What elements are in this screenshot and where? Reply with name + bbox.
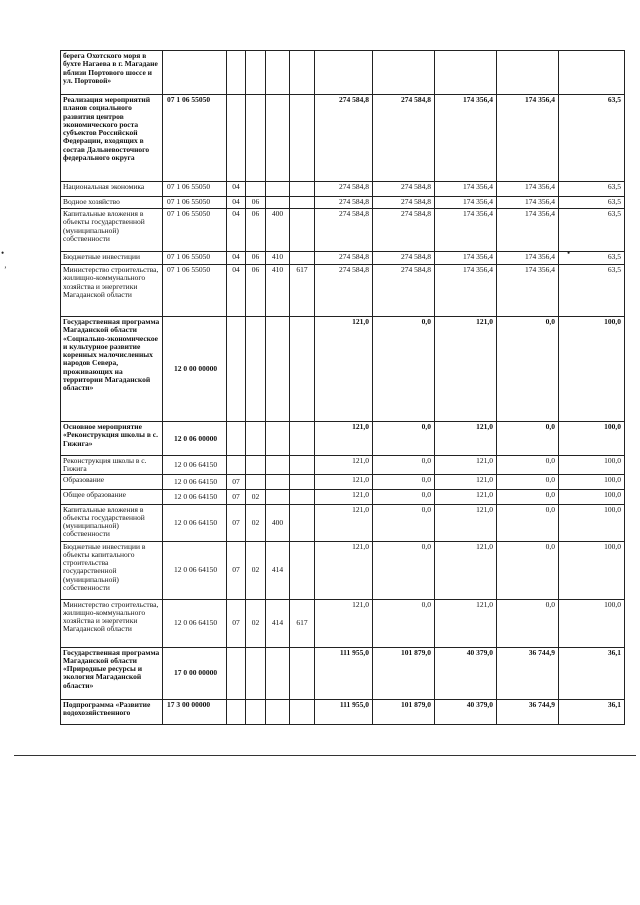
- expense-type-cell: [266, 647, 290, 699]
- amount-cell-4: 174 356,4: [497, 252, 559, 265]
- amount-cell-4: 0,0: [497, 456, 559, 475]
- amount-cell-2: 0,0: [373, 317, 435, 422]
- subsection-cell: [246, 474, 266, 489]
- amount-cell-3: 40 379,0: [435, 699, 497, 724]
- subsection-cell: [246, 317, 266, 422]
- subsection-cell: 02: [246, 504, 266, 541]
- amount-cell-3: 174 356,4: [435, 209, 497, 252]
- subsection-cell: 02: [246, 489, 266, 504]
- amount-cell-2: 101 879,0: [373, 699, 435, 724]
- subsection-cell: [246, 456, 266, 475]
- amount-cell-1: 121,0: [315, 541, 373, 599]
- name-cell: Бюджетные инвестиции в объекты капитального строительства государственной (муниципальной) собственности: [61, 541, 163, 599]
- amount-cell-4: 0,0: [497, 599, 559, 647]
- amount-cell-1: 111 955,0: [315, 647, 373, 699]
- name-cell: Реконструкция школы в с. Гижига: [61, 456, 163, 475]
- budget-table-page: [60, 50, 624, 725]
- table-row: [61, 489, 625, 504]
- percent-cell: [559, 51, 625, 95]
- cell-bullet-mark: •: [567, 248, 571, 258]
- name-cell: Водное хозяйство: [61, 197, 163, 209]
- table-row: [61, 197, 625, 209]
- amount-cell-3: 121,0: [435, 422, 497, 456]
- amount-cell-1: 121,0: [315, 317, 373, 422]
- amount-cell-3: 121,0: [435, 317, 497, 422]
- percent-cell: 63,5: [559, 209, 625, 252]
- section-cell: [227, 422, 246, 456]
- amount-cell-2: 274 584,8: [373, 252, 435, 265]
- budget-table: [60, 50, 625, 725]
- percent-cell: 63,5: [559, 252, 625, 265]
- admin-code-cell: [290, 95, 315, 182]
- code-cell: 12 0 06 64150: [163, 599, 227, 647]
- expense-type-cell: [266, 317, 290, 422]
- name-cell: Бюджетные инвестиции: [61, 252, 163, 265]
- admin-code-cell: [290, 699, 315, 724]
- code-cell: [163, 51, 227, 95]
- amount-cell-4: 36 744,9: [497, 647, 559, 699]
- amount-cell-2: 274 584,8: [373, 95, 435, 182]
- admin-code-cell: [290, 252, 315, 265]
- amount-cell-3: 40 379,0: [435, 647, 497, 699]
- section-cell: 04: [227, 197, 246, 209]
- expense-type-cell: 414: [266, 541, 290, 599]
- code-cell: 07 1 06 55050: [163, 209, 227, 252]
- code-cell: 07 1 06 55050: [163, 265, 227, 317]
- section-cell: [227, 456, 246, 475]
- section-cell: [227, 699, 246, 724]
- subsection-cell: 06: [246, 252, 266, 265]
- name-cell: Образование: [61, 474, 163, 489]
- section-cell: 07: [227, 504, 246, 541]
- percent-cell: 100,0: [559, 599, 625, 647]
- amount-cell-3: 121,0: [435, 504, 497, 541]
- margin-bullet-mark: •: [1, 248, 5, 258]
- percent-cell: 100,0: [559, 541, 625, 599]
- expense-type-cell: 414: [266, 599, 290, 647]
- amount-cell-3: 121,0: [435, 456, 497, 475]
- code-cell: 07 1 06 55050: [163, 197, 227, 209]
- table-row: [61, 422, 625, 456]
- amount-cell-1: 111 955,0: [315, 699, 373, 724]
- section-cell: 04: [227, 209, 246, 252]
- percent-cell: 63,5: [559, 95, 625, 182]
- amount-cell-4: 0,0: [497, 317, 559, 422]
- subsection-cell: 06: [246, 265, 266, 317]
- amount-cell-1: 121,0: [315, 599, 373, 647]
- amount-cell-3: 174 356,4: [435, 182, 497, 197]
- amount-cell-3: 174 356,4: [435, 252, 497, 265]
- admin-code-cell: [290, 504, 315, 541]
- amount-cell-2: 0,0: [373, 474, 435, 489]
- code-cell: 12 0 00 00000: [163, 317, 227, 422]
- subsection-cell: 02: [246, 599, 266, 647]
- subsection-cell: [246, 699, 266, 724]
- amount-cell-4: 174 356,4: [497, 197, 559, 209]
- name-cell: Общее образование: [61, 489, 163, 504]
- code-cell: 12 0 06 64150: [163, 474, 227, 489]
- amount-cell-2: 0,0: [373, 504, 435, 541]
- code-cell: 17 0 00 00000: [163, 647, 227, 699]
- expense-type-cell: [266, 182, 290, 197]
- percent-cell: 63,5: [559, 182, 625, 197]
- subsection-cell: 02: [246, 541, 266, 599]
- amount-cell-2: 0,0: [373, 599, 435, 647]
- amount-cell-4: [497, 51, 559, 95]
- table-row: [61, 182, 625, 197]
- percent-cell: 100,0: [559, 456, 625, 475]
- expense-type-cell: [266, 699, 290, 724]
- name-cell: Национальная экономика: [61, 182, 163, 197]
- code-cell: 12 0 06 64150: [163, 456, 227, 475]
- percent-cell: 36,1: [559, 647, 625, 699]
- amount-cell-3: 174 356,4: [435, 95, 497, 182]
- amount-cell-1: 274 584,8: [315, 95, 373, 182]
- expense-type-cell: 400: [266, 209, 290, 252]
- code-cell: 12 0 06 00000: [163, 422, 227, 456]
- amount-cell-1: 121,0: [315, 489, 373, 504]
- amount-cell-3: 121,0: [435, 599, 497, 647]
- amount-cell-1: 274 584,8: [315, 265, 373, 317]
- section-cell: 07: [227, 541, 246, 599]
- amount-cell-1: 274 584,8: [315, 252, 373, 265]
- expense-type-cell: [266, 422, 290, 456]
- subsection-cell: [246, 647, 266, 699]
- table-row: [61, 209, 625, 252]
- section-cell: [227, 51, 246, 95]
- code-cell: 07 1 06 55050: [163, 95, 227, 182]
- name-cell: Капитальные вложения в объекты государственной (муниципальной) собственности: [61, 504, 163, 541]
- amount-cell-2: 0,0: [373, 422, 435, 456]
- subsection-cell: 06: [246, 209, 266, 252]
- code-cell: 12 0 06 64150: [163, 489, 227, 504]
- name-cell: Государственная программа Магаданской области «Социально-экономическое и культурное развитие коренных малочисленных народов Севера, проживающих на территории Магаданской области»: [61, 317, 163, 422]
- amount-cell-2: 274 584,8: [373, 197, 435, 209]
- amount-cell-1: 274 584,8: [315, 209, 373, 252]
- table-row: [61, 699, 625, 724]
- table-row: [61, 599, 625, 647]
- code-cell: 17 3 00 00000: [163, 699, 227, 724]
- percent-cell: 63,5: [559, 265, 625, 317]
- amount-cell-4: 0,0: [497, 504, 559, 541]
- name-cell: Реализация мероприятий планов социального развития центров экономического роста субъектов Российской Федерации, входящих в состав Дальневосточного федерального округа: [61, 95, 163, 182]
- percent-cell: 100,0: [559, 317, 625, 422]
- table-row: [61, 647, 625, 699]
- table-row: [61, 504, 625, 541]
- amount-cell-3: 121,0: [435, 489, 497, 504]
- amount-cell-4: 174 356,4: [497, 182, 559, 197]
- amount-cell-2: 274 584,8: [373, 265, 435, 317]
- name-cell: Министерство строительства, жилищно-коммунального хозяйства и энергетики Магаданской области: [61, 265, 163, 317]
- page-bottom-rule: [14, 755, 636, 756]
- amount-cell-3: 121,0: [435, 541, 497, 599]
- name-cell: Государственная программа Магаданской области «Природные ресурсы и экология Магаданской области»: [61, 647, 163, 699]
- admin-code-cell: [290, 647, 315, 699]
- amount-cell-2: 274 584,8: [373, 182, 435, 197]
- name-cell: берега Охотского моря в бухте Нагаева в г. Магадане вблизи Портового шоссе и ул. Портовой»: [61, 51, 163, 95]
- amount-cell-2: 0,0: [373, 541, 435, 599]
- expense-type-cell: [266, 95, 290, 182]
- table-row: [61, 541, 625, 599]
- admin-code-cell: 617: [290, 265, 315, 317]
- section-cell: 07: [227, 489, 246, 504]
- code-cell: 12 0 06 64150: [163, 504, 227, 541]
- percent-cell: 100,0: [559, 489, 625, 504]
- amount-cell-2: 0,0: [373, 456, 435, 475]
- amount-cell-4: 174 356,4: [497, 95, 559, 182]
- code-cell: 07 1 06 55050: [163, 182, 227, 197]
- table-row: [61, 95, 625, 182]
- amount-cell-4: 0,0: [497, 541, 559, 599]
- percent-cell: 100,0: [559, 422, 625, 456]
- section-cell: 04: [227, 252, 246, 265]
- admin-code-cell: [290, 197, 315, 209]
- amount-cell-1: 121,0: [315, 422, 373, 456]
- table-row: [61, 252, 625, 265]
- admin-code-cell: [290, 422, 315, 456]
- percent-cell: 63,5: [559, 197, 625, 209]
- subsection-cell: [246, 422, 266, 456]
- expense-type-cell: 410: [266, 252, 290, 265]
- expense-type-cell: [266, 489, 290, 504]
- name-cell: Капитальные вложения в объекты государственной (муниципальной) собственности: [61, 209, 163, 252]
- percent-cell: 36,1: [559, 699, 625, 724]
- subsection-cell: [246, 51, 266, 95]
- admin-code-cell: [290, 182, 315, 197]
- section-cell: 04: [227, 182, 246, 197]
- amount-cell-4: 0,0: [497, 489, 559, 504]
- table-row: [61, 474, 625, 489]
- amount-cell-4: 0,0: [497, 422, 559, 456]
- amount-cell-2: 0,0: [373, 489, 435, 504]
- admin-code-cell: [290, 474, 315, 489]
- code-cell: 12 0 06 64150: [163, 541, 227, 599]
- expense-type-cell: 410: [266, 265, 290, 317]
- amount-cell-4: 174 356,4: [497, 265, 559, 317]
- section-cell: [227, 95, 246, 182]
- amount-cell-2: 101 879,0: [373, 647, 435, 699]
- admin-code-cell: [290, 209, 315, 252]
- admin-code-cell: [290, 456, 315, 475]
- admin-code-cell: [290, 51, 315, 95]
- amount-cell-3: [435, 51, 497, 95]
- admin-code-cell: [290, 317, 315, 422]
- section-cell: 07: [227, 599, 246, 647]
- admin-code-cell: 617: [290, 599, 315, 647]
- amount-cell-4: 174 356,4: [497, 209, 559, 252]
- name-cell: Основное мероприятие «Реконструкция школы в с. Гижига»: [61, 422, 163, 456]
- subsection-cell: [246, 182, 266, 197]
- amount-cell-1: 274 584,8: [315, 197, 373, 209]
- subsection-cell: [246, 95, 266, 182]
- percent-cell: 100,0: [559, 474, 625, 489]
- amount-cell-3: 174 356,4: [435, 265, 497, 317]
- section-cell: [227, 647, 246, 699]
- amount-cell-4: 0,0: [497, 474, 559, 489]
- amount-cell-4: 36 744,9: [497, 699, 559, 724]
- section-cell: 04: [227, 265, 246, 317]
- amount-cell-1: 274 584,8: [315, 182, 373, 197]
- expense-type-cell: [266, 474, 290, 489]
- margin-tick-mark: ’: [4, 265, 7, 274]
- name-cell: Подпрограмма «Развитие водохозяйственного: [61, 699, 163, 724]
- admin-code-cell: [290, 489, 315, 504]
- amount-cell-2: [373, 51, 435, 95]
- expense-type-cell: [266, 197, 290, 209]
- expense-type-cell: 400: [266, 504, 290, 541]
- amount-cell-1: 121,0: [315, 456, 373, 475]
- table-row: [61, 51, 625, 95]
- table-row: [61, 317, 625, 422]
- code-cell: 07 1 06 55050: [163, 252, 227, 265]
- name-cell: Министерство строительства, жилищно-коммунального хозяйства и энергетики Магаданской области: [61, 599, 163, 647]
- amount-cell-2: 274 584,8: [373, 209, 435, 252]
- amount-cell-1: 121,0: [315, 504, 373, 541]
- section-cell: 07: [227, 474, 246, 489]
- amount-cell-3: 174 356,4: [435, 197, 497, 209]
- table-row: [61, 265, 625, 317]
- percent-cell: 100,0: [559, 504, 625, 541]
- table-row: [61, 456, 625, 475]
- expense-type-cell: [266, 51, 290, 95]
- section-cell: [227, 317, 246, 422]
- subsection-cell: 06: [246, 197, 266, 209]
- amount-cell-3: 121,0: [435, 474, 497, 489]
- amount-cell-1: [315, 51, 373, 95]
- admin-code-cell: [290, 541, 315, 599]
- expense-type-cell: [266, 456, 290, 475]
- amount-cell-1: 121,0: [315, 474, 373, 489]
